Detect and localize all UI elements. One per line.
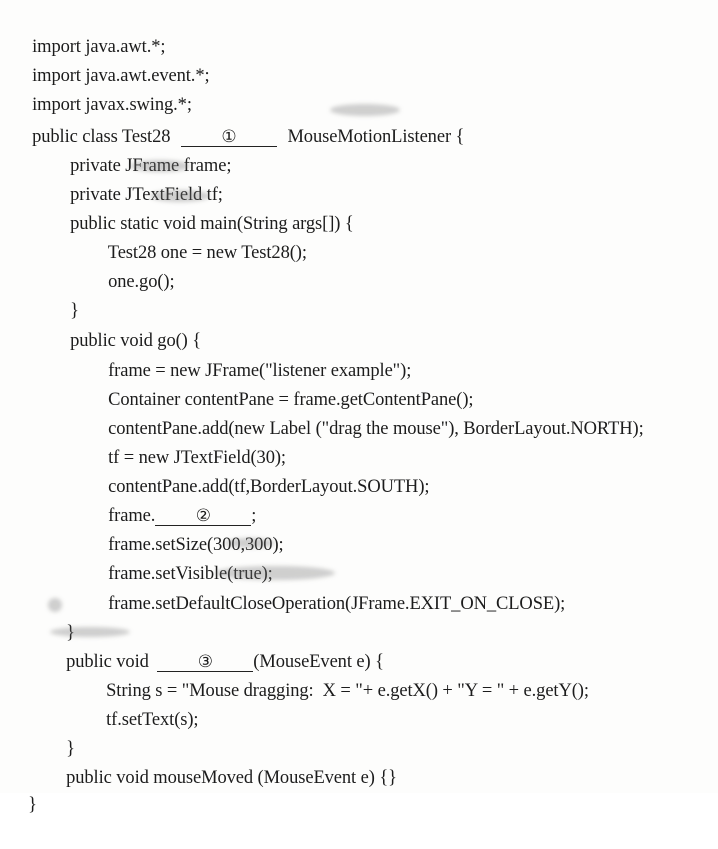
code-line-27 <box>10 762 37 815</box>
code-text: } <box>66 739 75 759</box>
scan-smudge <box>50 627 130 637</box>
code-text: contentPane.add(new Label ("drag the mouse"), BorderLayout.NORTH); <box>108 419 644 439</box>
code-line-14 <box>90 386 644 439</box>
code-text: } <box>28 795 37 815</box>
code-line-9 <box>90 239 175 292</box>
scan-smudge <box>215 566 335 580</box>
code-text: public void mouseMoved (MouseEvent e) {} <box>66 768 397 788</box>
code-text: contentPane.add(tf,BorderLayout.SOUTH); <box>108 477 430 497</box>
code-text: import java.awt.*; <box>32 37 166 57</box>
code-text: public class Test28 <box>32 127 175 147</box>
code-text: frame.setSize(300,300); <box>108 535 284 555</box>
code-text: MouseMotionListener { <box>282 127 465 147</box>
code-text: import java.awt.event.*; <box>32 66 210 86</box>
code-text: private JFrame frame; <box>70 156 232 176</box>
code-text: private JTextField tf; <box>70 185 223 205</box>
code-line-26 <box>48 735 397 788</box>
scan-smudge <box>150 190 210 202</box>
code-text: } <box>66 623 75 643</box>
blank-number: ① <box>221 127 237 146</box>
code-line-25 <box>48 706 75 759</box>
code-line-15 <box>90 415 286 468</box>
code-line-23 <box>88 648 589 701</box>
scan-smudge <box>48 598 62 612</box>
code-line-24 <box>88 677 199 730</box>
code-text: ; <box>251 506 257 526</box>
code-text: frame.setVisible(true); <box>108 564 273 584</box>
code-line-1 <box>14 4 166 57</box>
blank-number: ② <box>195 506 211 525</box>
code-line-11 <box>52 298 202 351</box>
code-line-10 <box>52 268 79 321</box>
code-text: Test28 one = new Test28(); <box>107 243 307 263</box>
code-text: (MouseEvent e) { <box>253 652 384 672</box>
code-line-17 <box>90 473 257 526</box>
code-text: tf.setText(s); <box>106 710 199 730</box>
scan-smudge <box>330 104 400 116</box>
code-text: one.go(); <box>108 272 175 292</box>
code-text: import javax.swing.*; <box>32 95 192 115</box>
code-text: Container contentPane = frame.getContentPane(); <box>108 390 474 410</box>
blank-number: ③ <box>197 652 213 671</box>
code-line-18 <box>90 502 284 555</box>
code-line-13 <box>90 357 474 410</box>
code-text: public void go() { <box>70 331 202 351</box>
code-text: public static void main(String args[]) { <box>70 214 354 234</box>
code-line-12 <box>90 328 412 381</box>
code-text: public void <box>66 652 154 672</box>
code-line-5 <box>52 123 232 176</box>
code-line-8 <box>90 210 307 263</box>
scan-smudge <box>225 538 275 548</box>
code-line-2 <box>14 33 210 86</box>
code-text: } <box>70 301 79 321</box>
code-line-3 <box>14 62 192 115</box>
code-text: frame. <box>108 506 156 526</box>
scan-smudge <box>130 160 190 172</box>
code-text: frame.setDefaultCloseOperation(JFrame.EXIT_ON_CLOSE); <box>108 594 566 614</box>
code-line-16 <box>90 444 430 497</box>
code-text: tf = new JTextField(30); <box>108 448 286 468</box>
code-text: frame = new JFrame("listener example"); <box>108 361 412 381</box>
code-text: String s = "Mouse dragging: X = "+ e.getX() + "Y = " + e.getY(); <box>106 681 589 701</box>
